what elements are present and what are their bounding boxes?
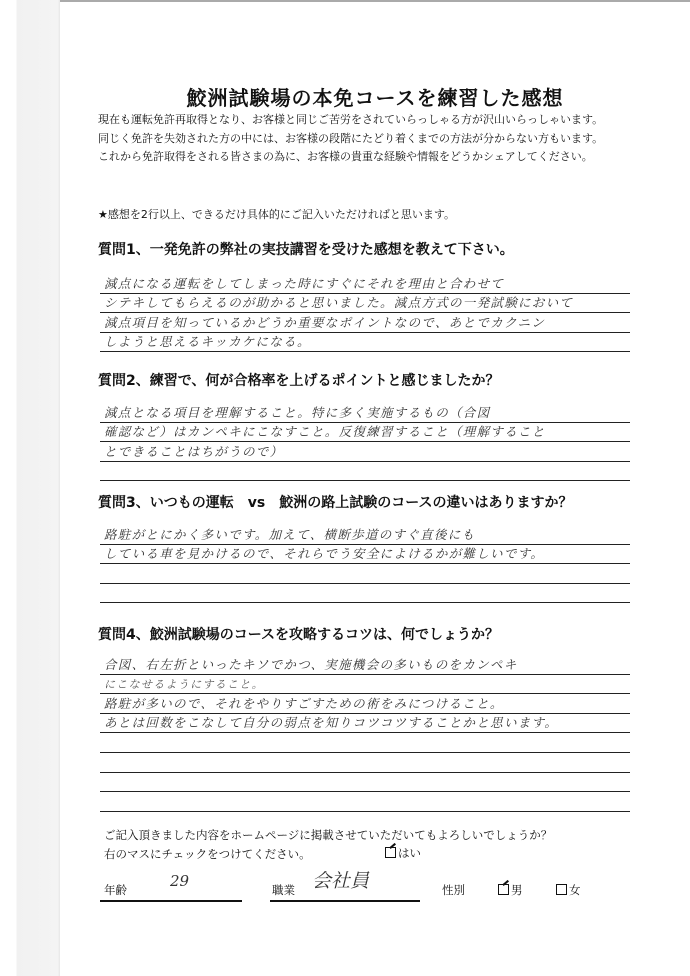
answer-text: 路駐が多いので、それをやりすごすための術をみにつけること。 bbox=[104, 695, 504, 711]
scan-edge bbox=[0, 0, 60, 976]
answer-line bbox=[100, 525, 630, 545]
consent-yes-checkbox[interactable] bbox=[385, 845, 421, 861]
answer-line bbox=[100, 714, 630, 734]
answer-line bbox=[100, 584, 630, 604]
answer-text: にこなせるようにすること。 bbox=[104, 678, 264, 692]
question-3-label: 質問3、いつもの運転 vs 鮫洲の路上試験のコースの違いはありますか？ bbox=[98, 495, 573, 511]
answer-line bbox=[100, 403, 630, 423]
intro-text bbox=[98, 111, 603, 167]
answer-line bbox=[100, 564, 630, 584]
question-1-answer-area[interactable] bbox=[100, 274, 630, 352]
job-label: 職業 bbox=[272, 883, 295, 897]
answer-line bbox=[100, 733, 630, 753]
age-underline bbox=[100, 900, 242, 902]
answer-text: 減点になる運転をしてしまった時にすぐにそれを理由と合わせて bbox=[104, 275, 505, 291]
gender-male-checkbox[interactable] bbox=[498, 882, 523, 898]
consent-line: ご記入頂きました内容をホームページに掲載させていただいてもよろしいでしょうか？ bbox=[104, 828, 553, 842]
answer-line bbox=[100, 423, 630, 443]
answer-text: している車を見かけるので、それらでう安全によけるかが難しいです。 bbox=[104, 546, 545, 562]
publish-consent-text bbox=[104, 826, 552, 864]
question-1-label: 質問1、一発免許の弊社の実技講習を受けた感想を教えて下さい。 bbox=[98, 242, 514, 258]
answer-line bbox=[100, 274, 630, 294]
gender-female-checkbox[interactable] bbox=[556, 882, 581, 898]
answer-line bbox=[100, 462, 630, 482]
age-value[interactable]: 29 bbox=[170, 872, 190, 890]
answer-line bbox=[100, 294, 630, 314]
answer-line bbox=[100, 545, 630, 565]
intro-line: 現在も運転免許再取得となり、お客様と同じご苦労をされていらっしゃる方が沢山いらっしゃいます。 bbox=[98, 113, 604, 126]
answer-text: 減点項目を知っているかどうか重要なポイントなので、あとでカクニン bbox=[104, 314, 546, 330]
question-4-label: 質問4、鮫洲試験場のコースを攻略するコツは、何でしょうか？ bbox=[98, 627, 500, 643]
question-3-answer-area[interactable] bbox=[100, 525, 630, 603]
answer-text: あとは回数をこなして自分の弱点を知りコツコツすることかと思います。 bbox=[104, 715, 559, 731]
job-underline bbox=[270, 900, 420, 902]
answer-line bbox=[100, 792, 630, 812]
answer-line bbox=[100, 773, 630, 793]
intro-line: 同じく免許を失効された方の中には、お客様の段階にたどり着くまでの方法が分からない方もいます。 bbox=[98, 131, 604, 145]
question-2-answer-area[interactable] bbox=[100, 403, 630, 481]
male-label: 男 bbox=[511, 883, 523, 897]
checkbox-checked-icon[interactable] bbox=[385, 847, 396, 858]
checkbox-empty-icon[interactable] bbox=[556, 884, 567, 895]
answer-line bbox=[100, 753, 630, 773]
answer-text: シテキしてもらえるのが助かると思いました。減点方式の一発試験において bbox=[104, 295, 574, 311]
intro-line: これから免許取得をされる皆さまの為に、お客様の貴重な経験や情報をどうかシェアしてください。 bbox=[98, 150, 593, 163]
page-title: 鮫洲試験場の本免コースを練習した感想 bbox=[186, 86, 564, 110]
answer-line bbox=[100, 655, 630, 675]
age-label: 年齢 bbox=[104, 883, 127, 897]
answer-text: 路駐がとにかく多いです。加えて、横断歩道のすぐ直後にも bbox=[104, 526, 476, 542]
job-value[interactable]: 会社員 bbox=[312, 870, 370, 892]
answer-line bbox=[100, 333, 630, 353]
answer-text: とできることはちがうので） bbox=[104, 443, 284, 459]
question-4-answer-area[interactable] bbox=[100, 655, 630, 812]
answer-line bbox=[100, 694, 630, 714]
answer-line bbox=[100, 442, 630, 462]
answer-text: しようと思えるキッカケになる。 bbox=[104, 334, 311, 350]
yes-label: はい bbox=[398, 846, 421, 860]
answer-text: 確認など）はカンペキにこなすこと。反復練習すること（理解すること bbox=[104, 424, 546, 440]
checkbox-checked-icon[interactable] bbox=[498, 884, 509, 895]
answer-line bbox=[100, 675, 630, 695]
answer-text: 合図、右左折といったキソでかつ、実施機会の多いものをカンペキ bbox=[104, 656, 518, 672]
question-2-label: 質問2、練習で、何が合格率を上げるポイントと感じましたか？ bbox=[98, 373, 500, 389]
page-top-border bbox=[60, 0, 690, 2]
answer-text: 減点となる項目を理解すること。特に多く実施するもの（合図 bbox=[104, 404, 491, 420]
gender-label: 性別 bbox=[442, 883, 465, 897]
instruction-note: ★感想を2行以上、できるだけ具体的にご記入いただければと思います。 bbox=[98, 208, 455, 221]
answer-line bbox=[100, 313, 630, 333]
consent-line: 右のマスにチェックをつけてください。 bbox=[104, 847, 311, 861]
female-label: 女 bbox=[569, 883, 581, 897]
